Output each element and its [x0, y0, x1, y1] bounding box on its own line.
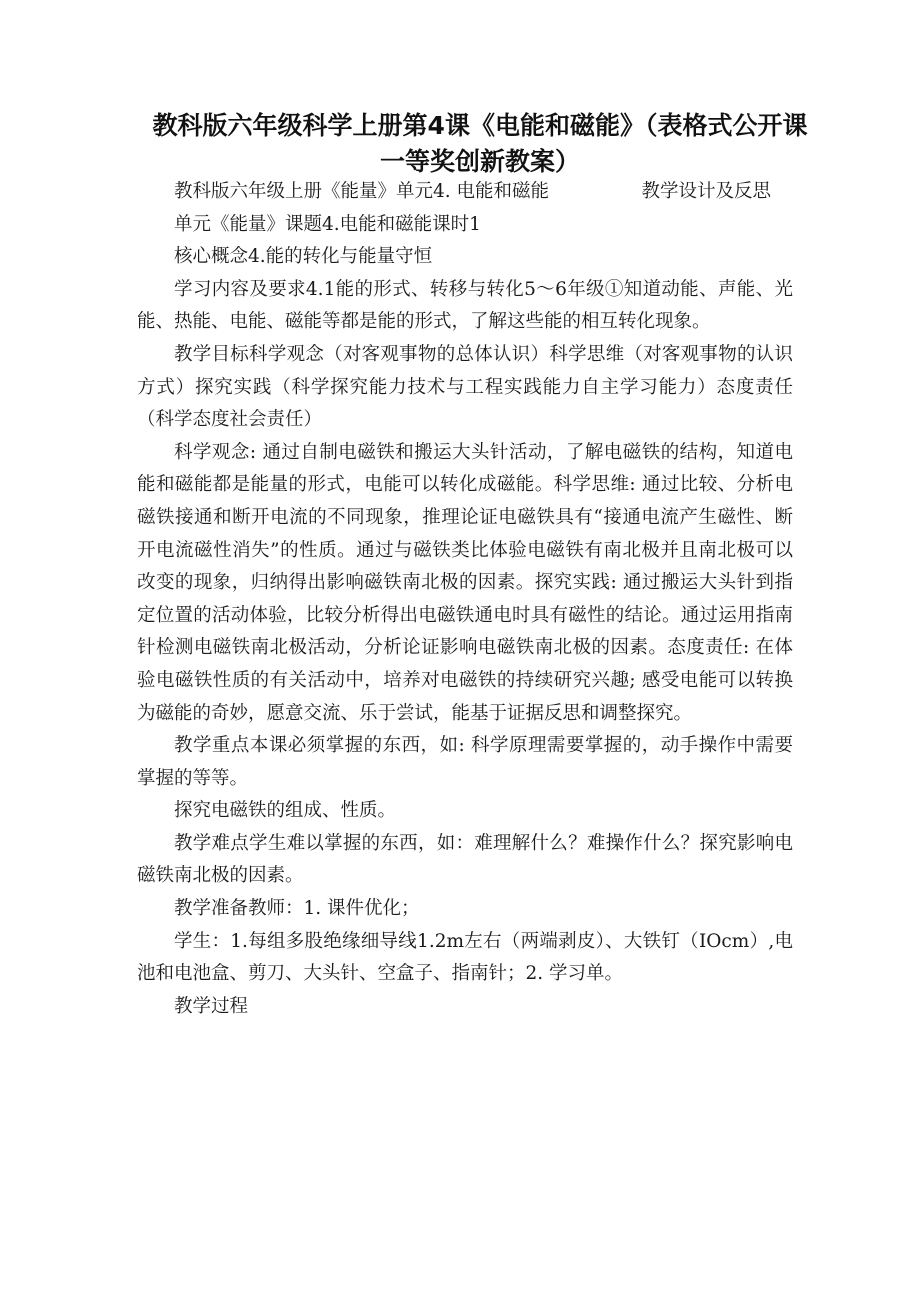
- unit-info-paragraph: 单元《能量》课题4.电能和磁能课时1: [174, 213, 481, 235]
- document-title: 教科版六年级科学上册第4课《电能和磁能》（表格式公开课一等奖创新教案）: [152, 111, 808, 176]
- unit-heading-paragraph: 教科版六年级上册《能量》单元4. 电能和磁能 教学设计及反思: [174, 181, 772, 202]
- key-points-detail-paragraph: 探究电磁铁的组成、性质。: [174, 800, 397, 822]
- student-prep-paragraph: 学生：1.每组多股绝缘细导线1.2m左右（两端剥皮）、大铁钉（IOcm）,电池和电池盒、剪刀、大头针、空盒子、指南针；2. 学习单。: [137, 930, 793, 985]
- key-points-paragraph: 教学重点本课必须掌握的东西，如: 科学原理需要掌握的，动手操作中需要掌握的等等。: [137, 735, 793, 789]
- teaching-process-paragraph: 教学过程: [174, 995, 249, 1017]
- learning-content-paragraph: 学习内容及要求4.1能的形式、转移与转化5～6年级①知道动能、声能、光能、热能、电能、磁能等都是能的形式，了解这些能的相互转化现象。: [137, 278, 793, 333]
- document-body: [137, 176, 793, 1023]
- core-concept-paragraph: 核心概念4.能的转化与能量守恒: [174, 246, 433, 268]
- teacher-prep-paragraph: 教学准备教师：1. 课件优化；: [174, 898, 420, 920]
- science-concept-paragraph: 科学观念: 通过自制电磁铁和搬运大头针活动，了解电磁铁的结构，知道电能和磁能都是能量的形式，电能可以转化成磁能。科学思维: 通过比较、分析电磁铁接通和断开电流的不同现象，推理论证电磁铁具有“接通电流产生磁性、断开电流磁性消失”的性质。通过与磁铁类比体验电磁铁有南北极并且南北极可以改变的现象，归纳得出影响磁铁南北极的因素。探究实践: 通过搬运大头针到指定位置的活动体验，比较分析得出电磁铁通电时具有磁性的结论。通过运用指南针检测电磁铁南北极活动，分析论证影响电磁铁南北极的因素。态度责任: 在体验电磁铁性质的有关活动中，培养对电磁铁的持续研究兴趣; 感受电能可以转换为磁能的奇妙，愿意交流、乐于尝试，能基于证据反思和调整探究。: [137, 441, 793, 724]
- difficulty-paragraph: 教学难点学生难以掌握的东西，如：难理解什么？难操作什么？探究影响电磁铁南北极的因素。: [137, 832, 793, 887]
- teaching-goals-paragraph: 教学目标科学观念（对客观事物的总体认识）科学思维（对客观事物的认识方式）探究实践（科学探究能力技术与工程实践能力自主学习能力）态度责任（科学态度社会责任）: [137, 343, 793, 431]
